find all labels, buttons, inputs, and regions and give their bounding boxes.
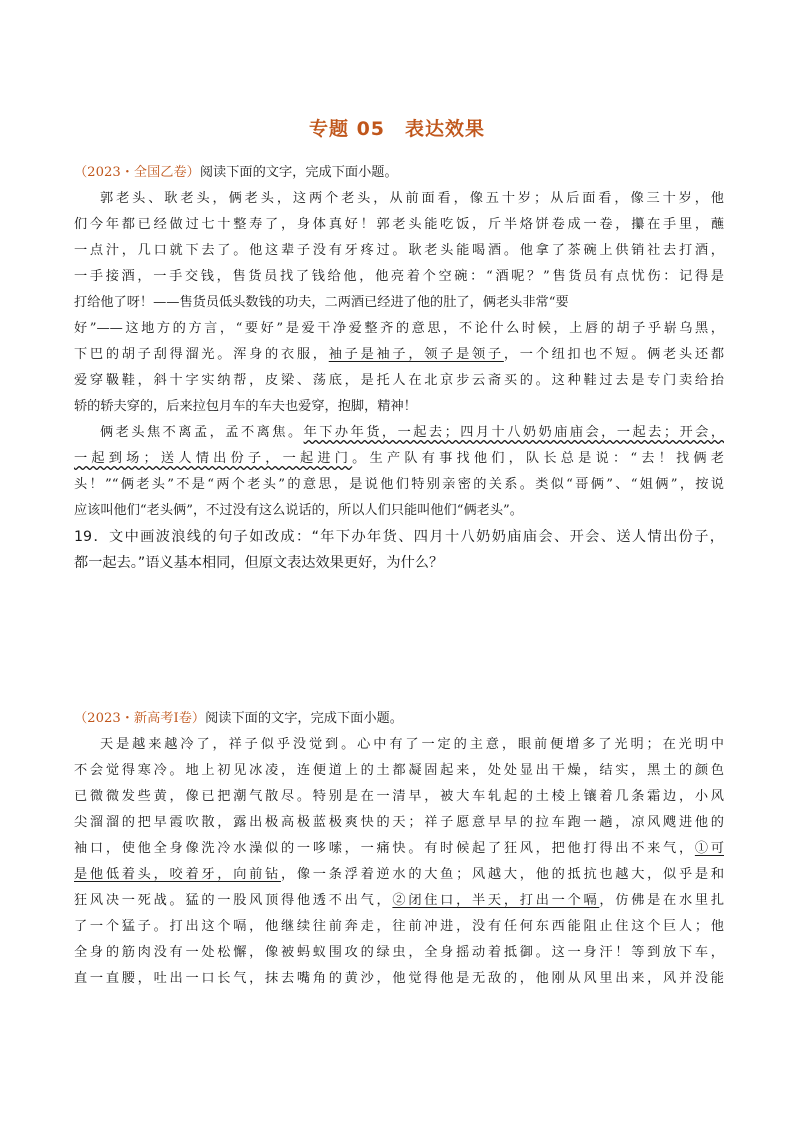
- paragraph-line: 直一直腰，吐出一口长气，抹去嘴角的黄沙，他觉得他是无敌的，他刚从风里出来，风并没能: [74, 971, 724, 986]
- paragraph-line: 头！”“俩老头”不是“两个老头”的意思，是说他们特别亲密的关系。类似“哥俩”、“姐俩”，按说: [74, 477, 724, 492]
- wavy-underlined-sentence: 一起到场；送人情出份子，一起进门: [74, 451, 353, 466]
- paragraph-line: 不会觉得寒冷。地上初见冰凌，连便道上的土都凝固起来，处处显出干燥，结实，黑土的颜色: [74, 763, 724, 778]
- section-1-header: [74, 160, 724, 186]
- underlined-phrase: 袖子是袖子，领子是领子: [328, 347, 504, 362]
- underlined-sentence-2: ②闭住口，半天，打出一个嗝: [392, 893, 600, 908]
- section-2: [74, 706, 724, 992]
- paragraph-line: 了一个猛子。打出这个嗝，他继续往前奔走，往前冲进，没有任何东西能阻止住这个巨人；他: [74, 919, 724, 934]
- paragraph-line: 打给他了呀！——售货员低头数钱的功夫，二两酒已经进了他的肚了，俩老头非常“要: [74, 295, 569, 310]
- title-topic-name: 表达效果: [405, 118, 486, 140]
- instruction: 阅读下面的文字，完成下面小题。: [205, 711, 403, 726]
- paragraph-line: 狂风决一死战。猛的一股风顶得他透不出气，②闭住口，半天，打出一个嗝，仿佛是在水里扎: [74, 893, 724, 908]
- paragraph-line: 应该叫他们“老头俩”，不过没有这么说话的，所以人们只能叫他们“俩老头”。: [74, 503, 523, 518]
- paragraph-line: 爱穿靸鞋，斜十字实纳帮，皮梁、荡底，是托人在北京步云斋买的。这种鞋过去是专门卖给抬: [74, 373, 724, 388]
- underlined-sentence-1: 是他低着头，咬着牙，向前钻: [74, 867, 281, 882]
- paragraph-line: 郭老头、耿老头，俩老头，这两个老头，从前面看，像五十岁；从后面看，像三十岁，他: [100, 191, 724, 206]
- instruction: 阅读下面的文字，完成下面小题。: [199, 165, 398, 180]
- exam-source: （2023・全国乙卷）: [74, 165, 200, 180]
- wavy-underlined-sentence: 年下办年货，一起去；四月十八奶奶庙庙会，一起去；开会，: [303, 425, 724, 440]
- paragraph-line: 全身的筋肉没有一处松懈，像被蚂蚁围攻的绿虫，全身摇动着抵御。这一身汗！等到放下车，: [74, 945, 724, 960]
- paragraph-line: 下巴的胡子刮得溜光。浑身的衣服，袖子是袖子，领子是领子，一个纽扣也不短。俩老头还都: [74, 347, 724, 362]
- paragraph-line: 已微微发些黄，像已把潮气散尽。特别是在一清早，被大车轧起的土棱上镶着几条霜边，小风: [74, 789, 724, 804]
- paragraph-line: 俩老头焦不离孟，孟不离焦。年下办年货，一起去；四月十八奶奶庙庙会，一起去；开会，: [100, 425, 724, 440]
- section-2-header: [74, 706, 724, 732]
- paragraph-line: 们今年都已经做过七十整寿了，身体真好！郭老头能吃饭，斤半烙饼卷成一卷，攥在手里，蘸: [74, 217, 724, 232]
- question-19: 19．文中画波浪线的句子如改成：“年下办年货、四月十八奶奶庙庙会、开会、送人情出份子，: [74, 529, 724, 545]
- paragraph-line: 轿的轿夫穿的，后来拉包月车的车夫也爱穿，抱脚，精神！: [74, 399, 417, 414]
- paragraph-line: 袖口，使他全身像洗冷水澡似的一哆嗦，一痛快。有时候起了狂风，把他打得出不来气，①可: [74, 841, 724, 856]
- question-19: 都一起去。”语义基本相同，但原文表达效果更好，为什么？: [74, 555, 444, 571]
- section-1: [74, 160, 724, 576]
- underlined-sentence-1: ①可: [694, 841, 724, 856]
- title-topic-number: 专题 05: [308, 118, 386, 140]
- exam-source: （2023・新高考Ⅰ卷）: [74, 711, 206, 726]
- page-title: [0, 114, 794, 141]
- paragraph-line: 好”——这地方的方言，“要好”是爱干净爱整齐的意思，不论什么时候，上唇的胡子乎崭乌黑，: [74, 321, 724, 336]
- paragraph-line: 尖溜溜的把早霞吹散，露出极高极蓝极爽快的天；祥子愿意早早的拉车跑一趟，凉风飕进他的: [74, 815, 724, 830]
- paragraph-line: 天是越来越冷了，祥子似乎没觉到。心中有了一定的主意，眼前便增多了光明；在光明中: [100, 737, 724, 752]
- paragraph-line: 一点汁，几口就下去了。他这辈子没有牙疼过。耿老头能喝酒。他拿了茶碗上供销社去打酒，: [74, 243, 724, 258]
- paragraph-line: 一手接酒，一手交钱，售货员找了钱给他，他亮着个空碗：“酒呢？”售货员有点忧伤：记得是: [74, 269, 724, 284]
- paragraph-line: 是他低着头，咬着牙，向前钻，像一条浮着逆水的大鱼；风越大，他的抵抗也越大，似乎是和: [74, 867, 724, 882]
- paragraph-line: 一起到场；送人情出份子，一起进门。生产队有事找他们，队长总是说：“去！找俩老: [74, 451, 724, 466]
